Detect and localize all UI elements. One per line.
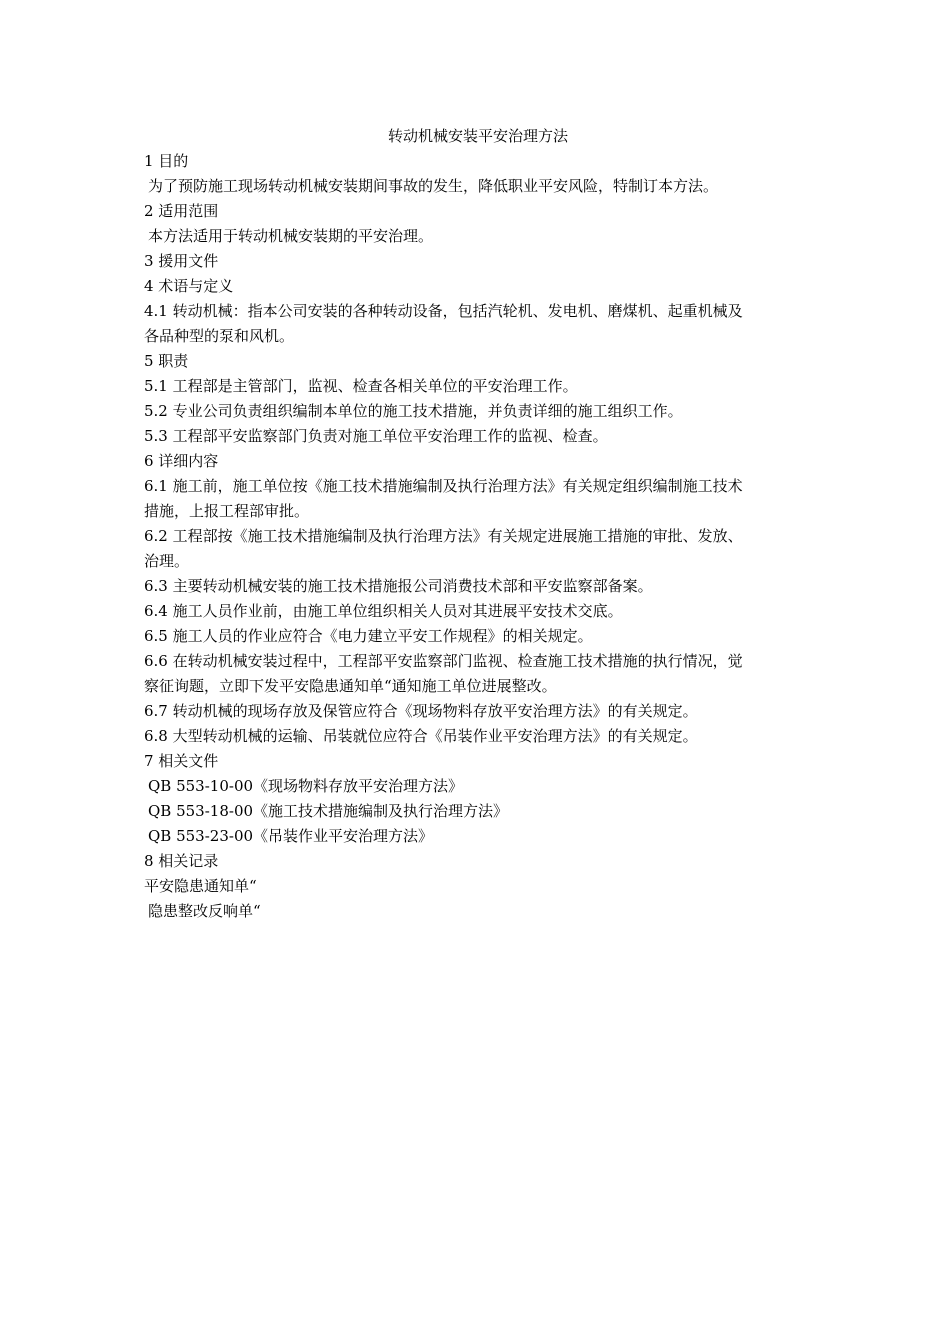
paragraph-6-3: 6.3 主要转动机械安装的施工技术措施报公司消费技术部和平安监察部备案。 [144,577,653,595]
related-record-item: 隐患整改反响单“ [148,902,261,920]
paragraph-6-2-line-2: 治理。 [144,552,190,570]
paragraph-6-7: 6.7 转动机械的现场存放及保管应符合《现场物料存放平安治理方法》的有关规定。 [144,702,698,720]
section-heading-purpose: 1 目的 [144,152,189,170]
document-page [144,124,812,924]
paragraph-definition-4-1-line-2: 各品种型的泵和风机。 [144,327,295,345]
paragraph-5-3: 5.3 工程部平安监察部门负责对施工单位平安治理工作的监视、检查。 [144,427,608,445]
section-heading-scope: 2 适用范围 [144,202,219,220]
related-document-item: QB 553-18-00《施工技术措施编制及执行治理方法》 [148,802,509,820]
paragraph-6-5: 6.5 施工人员的作业应符合《电力建立平安工作规程》的相关规定。 [144,627,593,645]
paragraph-scope: 本方法适用于转动机械安装期的平安治理。 [148,227,434,245]
paragraph-6-6-line-1: 6.6 在转动机械安装过程中，工程部平安监察部门监视、检查施工技术措施的执行情况，觉 [144,652,743,670]
related-document-item: QB 553-23-00《吊装作业平安治理方法》 [148,827,434,845]
section-heading-related-documents: 7 相关文件 [144,752,219,770]
paragraph-purpose: 为了预防施工现场转动机械安装期间事故的发生，降低职业平安风险，特制订本方法。 [148,177,719,195]
section-heading-related-records: 8 相关记录 [144,852,219,870]
paragraph-6-1-line-2: 措施，上报工程部审批。 [144,502,310,520]
paragraph-6-4: 6.4 施工人员作业前，由施工单位组织相关人员对其进展平安技术交底。 [144,602,623,620]
section-heading-references: 3 援用文件 [144,252,219,270]
paragraph-5-1: 5.1 工程部是主管部门，监视、检查各相关单位的平安治理工作。 [144,377,578,395]
section-heading-definitions: 4 术语与定义 [144,277,234,295]
section-heading-responsibilities: 5 职责 [144,352,189,370]
paragraph-6-6-line-2: 察征询题，立即下发平安隐患通知单“通知施工单位进展整改。 [144,677,557,695]
related-record-item: 平安隐患通知单“ [144,877,257,895]
paragraph-6-2-line-1: 6.2 工程部按《施工技术措施编制及执行治理方法》有关规定进展施工措施的审批、发放、 [144,527,743,545]
paragraph-6-1-line-1: 6.1 施工前，施工单位按《施工技术措施编制及执行治理方法》有关规定组织编制施工技术 [144,477,743,495]
paragraph-5-2: 5.2 专业公司负责组织编制本单位的施工技术措施，并负责详细的施工组织工作。 [144,402,683,420]
related-document-item: QB 553-10-00《现场物料存放平安治理方法》 [148,777,464,795]
paragraph-6-8: 6.8 大型转动机械的运输、吊装就位应符合《吊装作业平安治理方法》的有关规定。 [144,727,698,745]
section-heading-details: 6 详细内容 [144,452,219,470]
document-title: 转动机械安装平安治理方法 [387,127,568,145]
paragraph-definition-4-1-line-1: 4.1 转动机械：指本公司安装的各种转动设备，包括汽轮机、发电机、磨煤机、起重机械及 [144,302,743,320]
